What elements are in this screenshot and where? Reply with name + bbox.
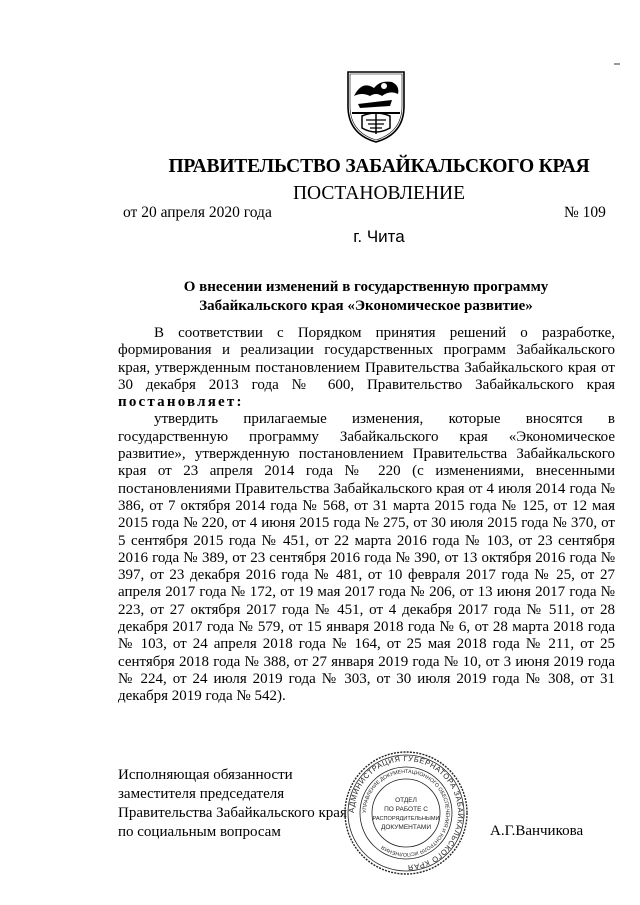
svg-text:УПРАВЛЕНИЕ ДОКУМЕНТАЦИОННОГО О [362, 769, 450, 857]
document-subject [118, 278, 614, 316]
signatory-line-1: Исполняющая обязанности [118, 767, 293, 783]
stamp-center-line-3: РАСПОРЯДИТЕЛЬНЫМИ [372, 816, 440, 822]
stamp-inner-text: УПРАВЛЕНИЕ ДОКУМЕНТАЦИОННОГО ОБЕСПЕЧЕНИЯ И КОНТРОЛЯ ИСПОЛНЕНИЯ [361, 768, 451, 858]
stamp-center-line-2: ПО РАБОТЕ С [384, 806, 428, 813]
scan-mark [614, 63, 620, 65]
subject-line-1: О внесении изменений в государственную программу [183, 279, 549, 295]
resolves-colon: : [236, 394, 244, 411]
document-body [118, 325, 615, 706]
signatory-line-3: Правительства Забайкальского края [118, 805, 347, 821]
stamp-outer-text: АДМИНИСТРАЦИЯ ГУБЕРНАТОРА ЗАБАЙКАЛЬСКОГО КРАЯ [346, 753, 466, 873]
government-title: ПРАВИТЕЛЬСТВО ЗАБАЙКАЛЬСКОГО КРАЯ [168, 156, 590, 177]
subject-line-2: Забайкальского края «Экономическое развитие» [199, 298, 533, 314]
zabaikalsky-coat-of-arms-icon [336, 66, 416, 146]
preamble-text: В соответствии с Порядком принятия решений о разработке, формирования и реализации государственных программ Забайкальского края, утвержденным постановлением Правительства Забайкальского края от 30 декабря 2013 года № 600, Правительство Забайкальского края [118, 325, 615, 393]
stamp-center-line-1: ОТДЕЛ [395, 797, 417, 804]
stamp-center-line-4: ДОКУМЕНТАМИ [380, 824, 432, 831]
signatory-line-4: по социальным вопросам [118, 824, 281, 840]
resolves-word: постановляет [118, 394, 237, 411]
document-type: ПОСТАНОВЛЕНИЕ [292, 183, 466, 204]
document-city: г. Чита [353, 227, 405, 246]
main-paragraph: утвердить прилагаемые изменения, которые вносятся в государственную программу Забайкальского края «Экономическое развитие», утвержденную постановлением Правительства Забайкальского края от 23 апреля 2014 года № 220 (с изменениями, внесенными постановлениями Правительства Забайкальского края от 4 июля 2014 года № 386, от 7 октября 2014 года № 568, от 31 марта 2015 года № 125, от 12 мая 2015 года № 220, от 4 июня 2015 года № 275, от 30 июля 2015 года № 370, от 5 сентября 2015 года № 451, от 22 марта 2016 года № 103, от 23 сентября 2016 года № 389, от 23 сентября 2016 года № 390, от 13 октября 2016 года № 397, от 23 декабря 2016 года № 481, от 10 февраля 2017 года № 25, от 27 апреля 2017 года № 172, от 19 мая 2017 года № 206, от 13 июня 2017 года № 223, от 27 октября 2017 года № 451, от 4 декабря 2017 года № 511, от 28 декабря 2017 года № 579, от 15 января 2018 года № 6, от 28 марта 2018 года № 103, от 24 апреля 2018 года № 164, от 25 мая 2018 года № 211, от 25 сентября 2018 года № 388, от 27 января 2019 года № 10, от 3 июня 2019 года № 224, от 24 июля 2019 года № 303, от 30 июля 2019 года № 308, от 31 декабря 2019 года № 542). [118, 411, 615, 705]
document-date: от 20 апреля 2020 года [123, 204, 272, 221]
signatory-name: А.Г.Ванчикова [490, 823, 584, 839]
signatory-position [118, 766, 347, 842]
official-stamp [343, 750, 469, 876]
signatory-line-2: заместителя председателя [118, 786, 285, 802]
preamble-paragraph [118, 325, 615, 411]
document-number: № 109 [564, 204, 606, 221]
